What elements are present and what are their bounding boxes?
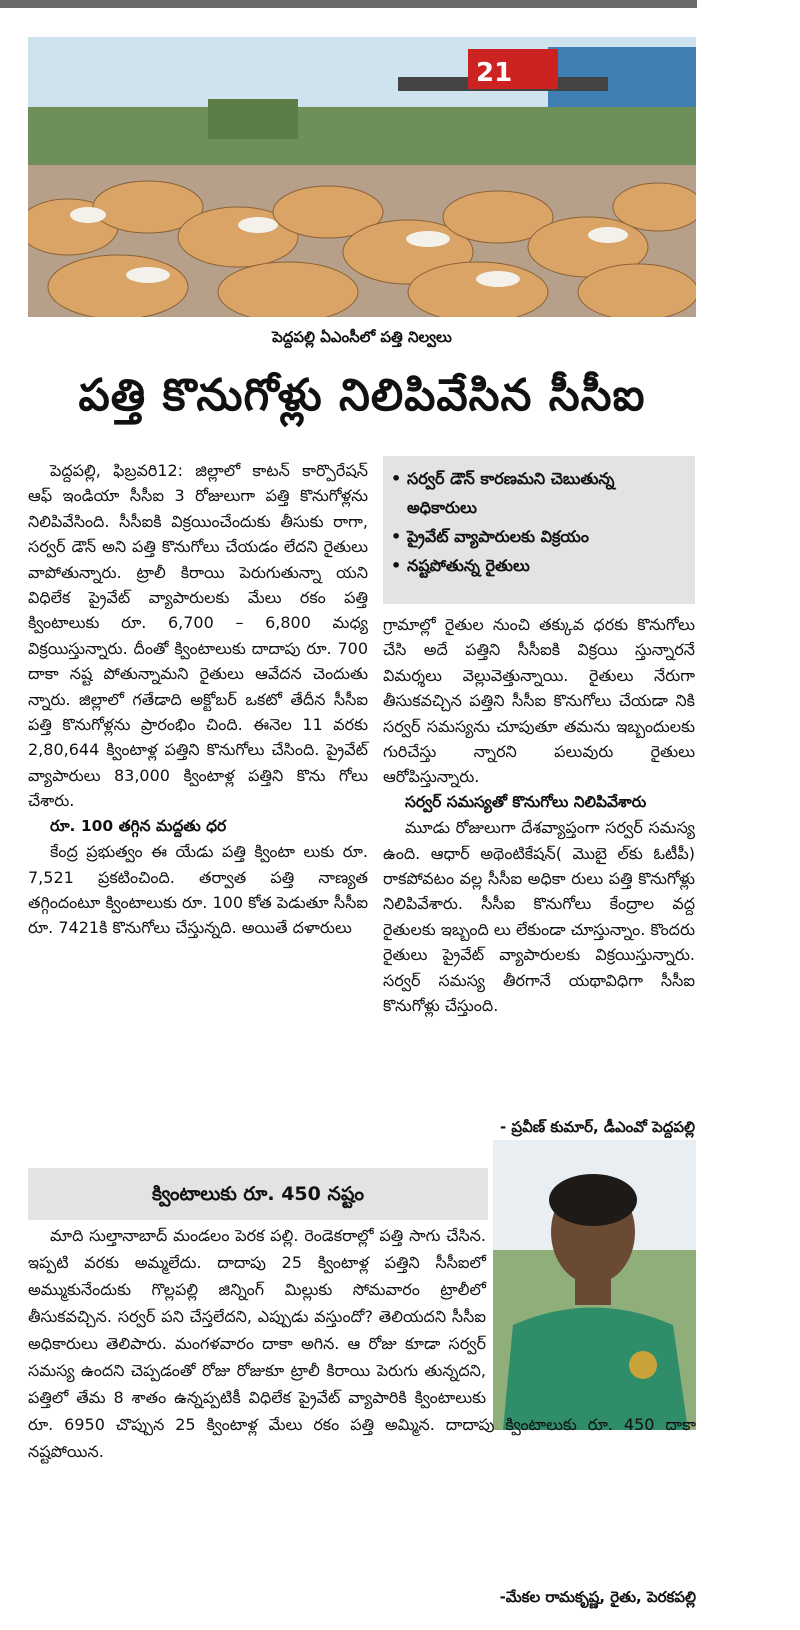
quote-title: క్వింటాలుకు రూ. 450 నష్టం xyxy=(28,1168,488,1220)
quote-paragraph: మాది సుల్తానాబాద్ మండలం పెరక పల్లి. రెండెకరాల్లో పత్తి సాగు చేసిన. ఇప్పటి వరకు అమ్మలేదు. దాదాపు 25 క్వింటాళ్ల పత్తిని సీసీఐలో అమ్ముకునేందుకు గొల్లపల్లి జిన్నింగ్ మిల్లుకు సోమవారం ట్రాలీలో తీసుకవచ్చిన. సర్వర్ పని చేస్తలేదని, ఎప్పుడు వస్తుందో? తెలియదని సీసీఐ అధికారులు తెలిపారు. మంగళవారం దాకా అగిన. ఆ రోజు కూడా సర్వర్ సమస్య ఉందని చెప్పడంతో రోజు రోజుకూ ట్రాలీ కిరాయి పెరుగు తున్నదని, పత్తిలో తేమ 8 శాతం ఉన్నప్పటికీ విధిలేక ప్రైవేట్ వ్యాపారికి క్వింటాలుకు రూ. 6950 చొప్పున 25 క్వింటాళ్ల మేలు రకం పత్తి అమ్మిన. దాదాపు క్వింటాలుకు రూ. 450 దాకా నష్టపోయిన. xyxy=(28,1226,696,1461)
story-paragraph: గ్రామాల్లో రైతుల నుంచి తక్కువ ధరకు కొనుగోలు చేసి అదే పత్తిని సీసీఐకి విక్రయి స్తున్నారనే విమర్శలు వెల్లువెత్తున్నాయి. రైతులు నేరుగా తీసుకవచ్చిన పత్తిని సీసీఐ కొనుగోలు చేయడా నికి సర్వర్ సమస్యను చూపుతూ తమను ఇబ్బందులకు గురిచేస్తు న్నారని పలువురు రైతులు ఆరోపిస్తున్నారు. xyxy=(383,615,695,787)
official-signature: - ప్రవీణ్ కుమార్, డీఎంవో పెద్దపల్లి xyxy=(499,1118,695,1136)
page-title: పత్తి కొనుగోళ్లు నిలిపివేసిన సీసీఐ xyxy=(78,370,646,421)
farmer-quote xyxy=(28,1222,696,1465)
farmer-signature: -మేకల రామకృష్ణ, రైతు, పెరకపల్లి xyxy=(499,1588,696,1606)
bullet-icon: • xyxy=(391,469,402,488)
highlight-item: • ప్రైవేట్ వ్యాపారులకు విక్రయం xyxy=(391,522,687,551)
bullet-icon: • xyxy=(391,527,402,546)
highlights-box xyxy=(383,456,695,604)
story-paragraph: పెద్దపల్లి, ఫిబ్రవరి12: జిల్లాలో కాటన్ కార్పొరేషన్ ఆఫ్ ఇండియా సీసీఐ 3 రోజులుగా పత్తి కొనుగోళ్లను నిలిపివేసింది. సీసీఐకి విక్రయించేందుకు తీసుకు రాగా, సర్వర్ డౌన్ అని పత్తి కొనుగోలు చేయడం లేదని రైతులు వాపోతున్నారు. ట్రాలీ కిరాయి పెరుగుతున్నా యని విధిలేక ప్రైవేట్ వ్యాపారులకు మేలు రకం పత్తి క్వింటాలుకు రూ. 6,700 – 6,800 మధ్య విక్రయిస్తున్నారు. దీంతో క్వింటాలుకు దాదాపు రూ. 700 దాకా నష్ట పోతున్నామని రైతులు ఆవేదన చెందుతు న్నారు. జిల్లాలో గతేడాది అక్టోబర్ ఒకటో తేదీన సీసీఐ పత్తి కొనుగోళ్లను ప్రారంభిం చింది. ఈనెల 11 వరకు 2,80,644 క్వింటాళ్ల పత్తిని కొనుగోలు చేసింది. ప్రైవేట్ వ్యాపారులు 83,000 క్వింటాళ్ల పత్తిని కొను గోలు చేశారు. xyxy=(28,461,368,811)
cotton-market-photo xyxy=(28,37,696,317)
subheading-server: సర్వర్ సమస్యతో కొనుగోలు నిలిపివేశారు xyxy=(405,792,647,811)
banner-number: 21 xyxy=(476,58,513,88)
top-rule xyxy=(0,0,697,8)
story-paragraph: కేంద్ర ప్రభుత్వం ఈ యేడు పత్తి క్వింటా లుకు రూ. 7,521 ప్రకటించింది. తర్వాత పత్తి నాణ్యత తగ్గిందంటూ క్వింటాలుకు రూ. 100 కోత పెడుతూ సీసీఐ రూ. 7421కి కొనుగోలు చేస్తున్నది. అయితే దళారులు xyxy=(28,842,368,938)
bullet-icon: • xyxy=(391,556,402,575)
subheading-price: రూ. 100 తగ్గిన మద్దతు ధర xyxy=(50,816,227,835)
photo-caption: పెద్దపల్లి ఏఎంసీలో పత్తి నిల్వలు xyxy=(272,328,452,346)
story-column-right xyxy=(383,612,695,1019)
highlight-item: • నష్టపోతున్న రైతులు xyxy=(391,551,687,580)
highlight-item: • సర్వర్ డౌన్ కారణమని చెబుతున్న అధికారులు xyxy=(391,464,687,522)
story-column-left xyxy=(28,458,368,941)
story-paragraph: మూడు రోజులుగా దేశవ్యాప్తంగా సర్వర్ సమస్య ఉంది. ఆధార్ అథెంటికేషన్( మొబై ల్‌కు ఓటీపీ) రాకపోవటం వల్ల సీసీఐ అధికా రులు పత్తి కొనుగోళ్లు నిలిపివేశారు. సీసీఐ కొనుగోలు కేంద్రాల వద్ద రైతులకు ఇబ్బంది లు లేకుండా చూస్తున్నాం. కొందరు రైతులు ప్రైవేట్ వ్యాపారులకు విక్రయిస్తున్నారు. సర్వర్ సమస్య తీరగానే యథావిధిగా సీసీఐ కొనుగోళ్లు చేస్తుంది. xyxy=(383,818,695,1016)
